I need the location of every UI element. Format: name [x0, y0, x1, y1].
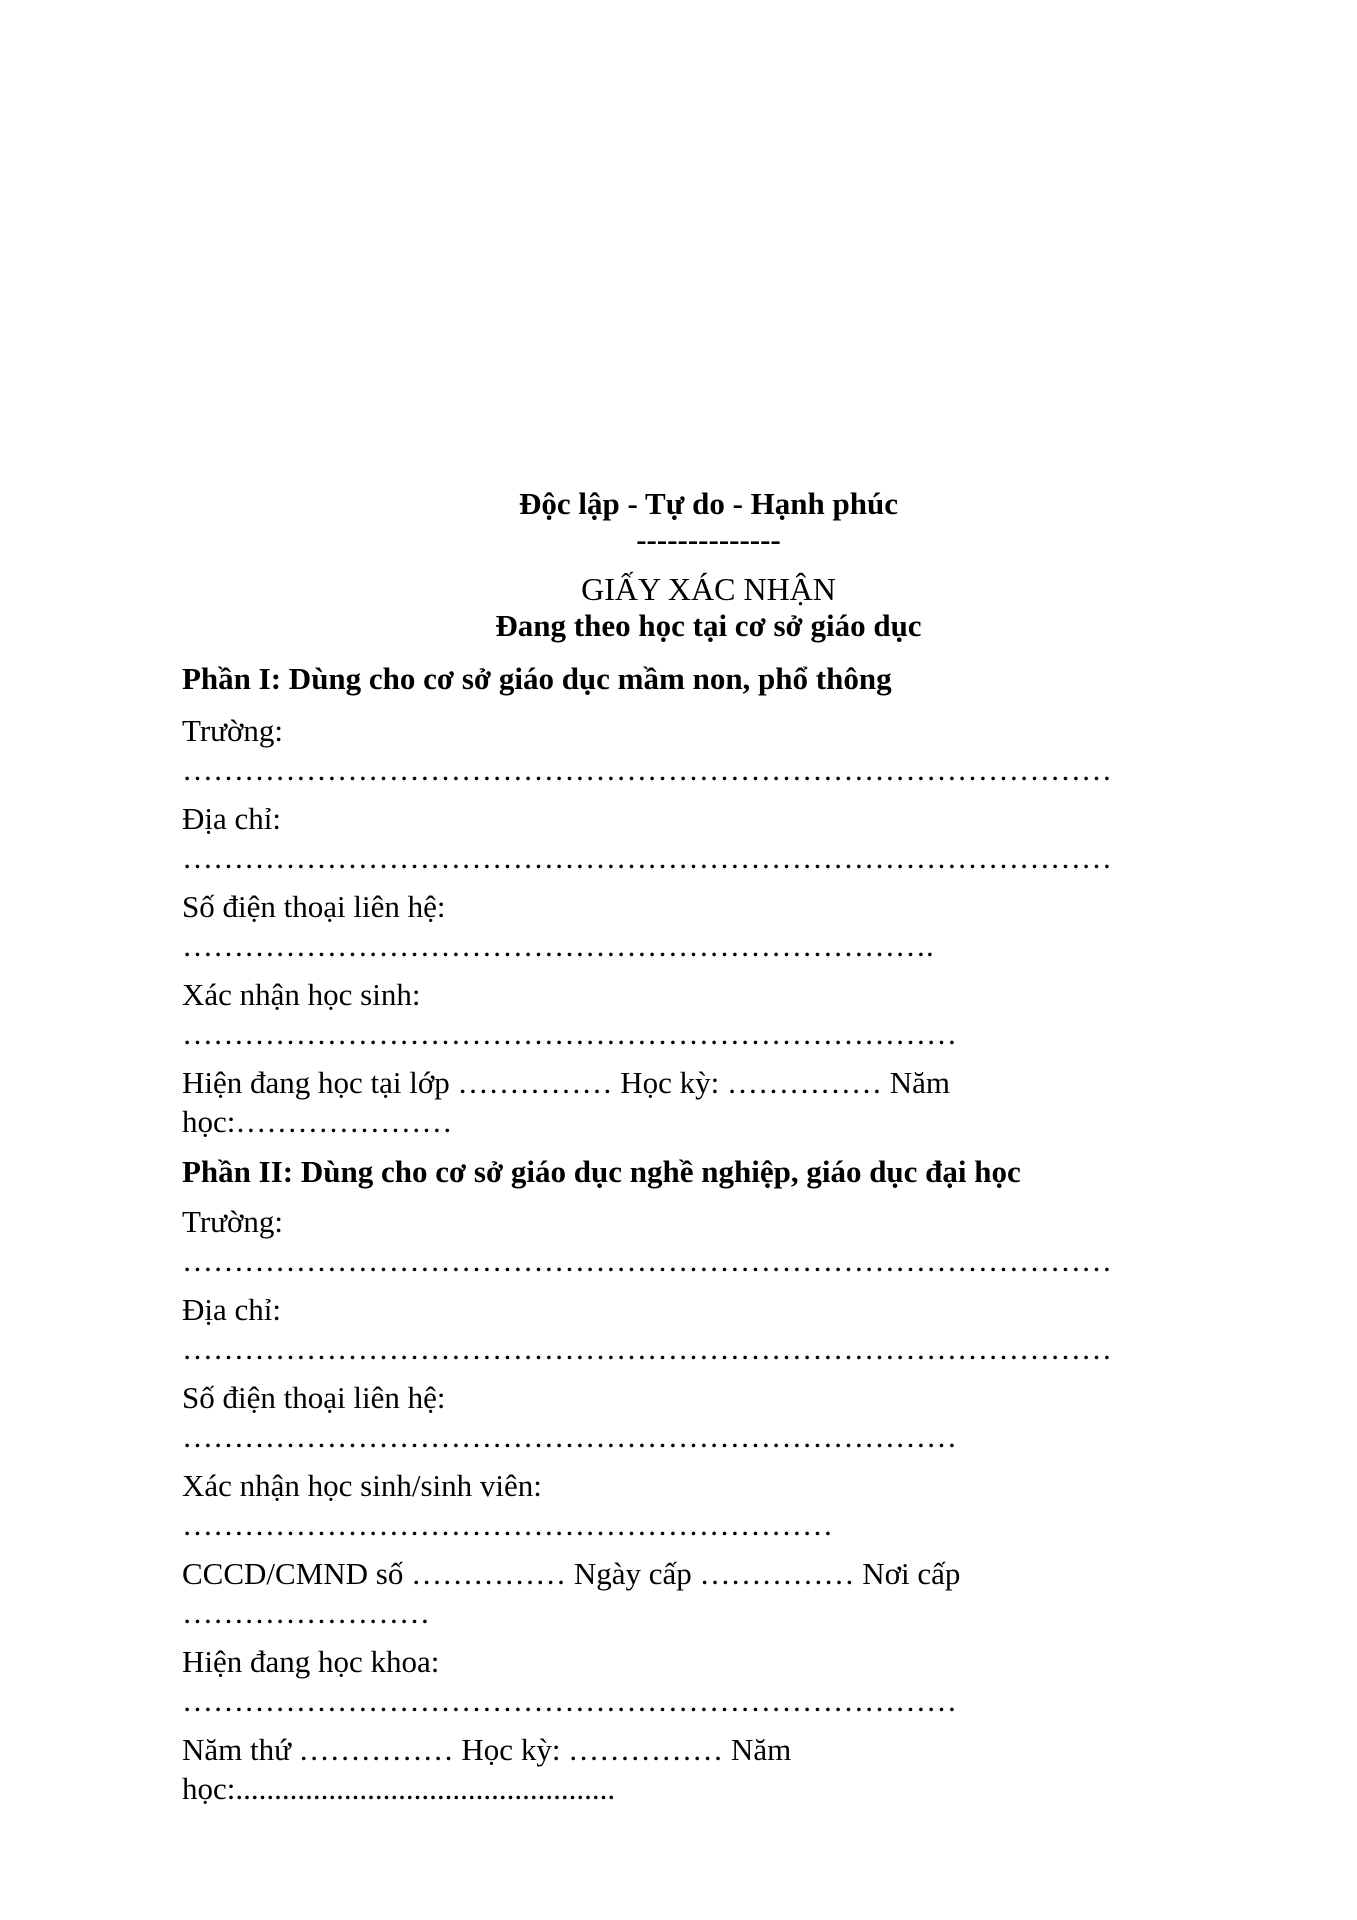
part1-year-line: học:…………………: [182, 1104, 453, 1139]
part2-school-label: Trường:: [182, 1204, 283, 1239]
part1-school-label: Trường:: [182, 713, 283, 748]
separator: --------------: [636, 522, 781, 557]
part2-faculty-label: Hiện đang học khoa:: [182, 1644, 440, 1679]
part2-academic-year-line: học:.................................................: [182, 1771, 616, 1806]
part1-student-label: Xác nhận học sinh:: [182, 977, 421, 1012]
part2-student-field: ………………………………………………………: [182, 1507, 833, 1542]
document-title: GIẤY XÁC NHẬN: [581, 571, 836, 607]
part2-year-semester-line: Năm thứ …………… Học kỳ: …………… Năm: [182, 1732, 792, 1767]
document-subtitle: Đang theo học tại cơ sở giáo dục: [495, 608, 922, 643]
motto: Độc lập - Tự do - Hạnh phúc: [519, 486, 898, 521]
part2-address-field: ………………………………………………………………………………: [182, 1331, 1112, 1366]
part1-phone-label: Số điện thoại liên hệ:: [182, 889, 446, 924]
part1-address-label: Địa chỉ:: [182, 801, 281, 836]
part2-id-line: CCCD/CMND số …………… Ngày cấp …………… Nơi cấp: [182, 1556, 961, 1591]
part1-heading: Phần I: Dùng cho cơ sở giáo dục mầm non, phổ thông: [182, 661, 892, 696]
part1-student-field: …………………………………………………………………: [182, 1016, 957, 1051]
part1-school-field: ………………………………………………………………………………: [182, 752, 1112, 787]
part2-phone-label: Số điện thoại liên hệ:: [182, 1380, 446, 1415]
part2-heading: Phần II: Dùng cho cơ sở giáo dục nghề nghiệp, giáo dục đại học: [182, 1154, 1021, 1189]
part1-class-line: Hiện đang học tại lớp …………… Học kỳ: …………… Năm: [182, 1065, 951, 1100]
part1-phone-field: ……………………………………………………………….: [182, 928, 934, 963]
part2-id-place-field: ……………………: [182, 1595, 430, 1630]
part2-student-label: Xác nhận học sinh/sinh viên:: [182, 1468, 542, 1503]
part2-address-label: Địa chỉ:: [182, 1292, 281, 1327]
part2-school-field: ………………………………………………………………………………: [182, 1243, 1112, 1278]
part1-address-field: ………………………………………………………………………………: [182, 840, 1112, 875]
part2-faculty-field: …………………………………………………………………: [182, 1683, 957, 1718]
part2-phone-field: …………………………………………………………………: [182, 1419, 957, 1454]
